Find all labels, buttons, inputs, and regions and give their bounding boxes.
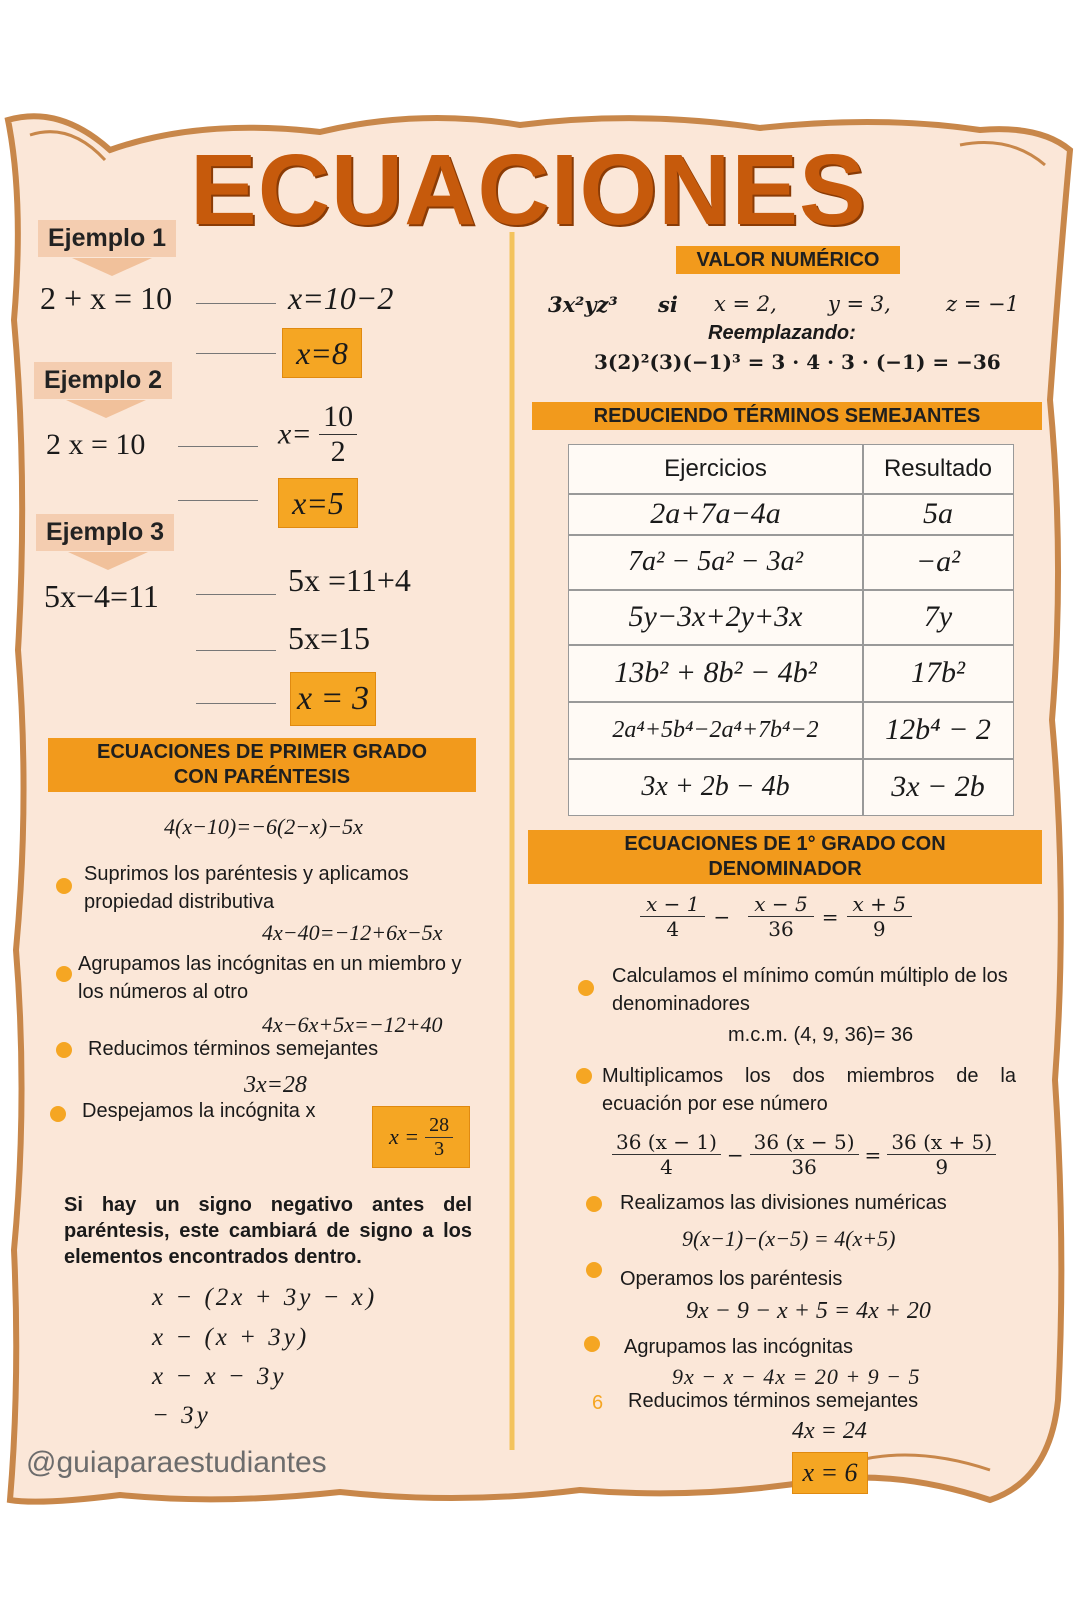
reduciendo-table [568, 444, 1014, 816]
ejemplo3-label: Ejemplo 3 [36, 514, 174, 551]
table-cell-ejercicio: 7a² − 5a² − 3a² [628, 546, 803, 577]
parentesis-step3-text: Reducimos términos semejantes [88, 1038, 379, 1060]
den-step6-number: 6 [592, 1392, 604, 1414]
ejemplo2-equation: 2 x = 10 [46, 428, 146, 461]
parentesis-step3-eq: 3x=28 [244, 1072, 307, 1098]
parentesis-answer [372, 1106, 470, 1168]
denominador-step1-text: Calculamos el mínimo común múltiplo de los denominadores [612, 965, 1008, 1015]
denominador-step4-text: Operamos los paréntesis [620, 1268, 843, 1290]
fraction-3 [847, 892, 912, 941]
ejemplo1-line [196, 303, 276, 304]
table-cell-ejercicio: 3x + 2b − 4b [641, 771, 790, 802]
ejemplo3-equation: 5x−4=11 [44, 578, 159, 614]
reduciendo-header: REDUCIENDO TÉRMINOS SEMEJANTES [532, 402, 1042, 430]
ejemplo3-step1: 5x =11+4 [288, 562, 411, 598]
step2-bullet-icon [56, 966, 72, 982]
fraction-1 [640, 892, 705, 941]
fraction-2-num: x − 5 [748, 892, 813, 917]
valor-si: si [658, 292, 678, 317]
parentesis-answer-lhs: x = [388, 1124, 420, 1149]
parentesis-step2-eq: 4x−6x+5x=−12+40 [262, 1012, 443, 1037]
ejemplo2-step-lhs: x= [278, 417, 312, 451]
table-cell-resultado: 7y [923, 600, 953, 633]
parentesis-answer-numerator: 28 [425, 1114, 453, 1138]
ejemplo2-line2 [178, 500, 258, 501]
denominador-step5-eq: 9x − x − 4x = 20 + 9 − 5 [672, 1364, 921, 1389]
table-cell-ejercicio: 2a⁴+5b⁴−2a⁴+7b⁴−2 [612, 716, 819, 743]
valor-z: z = −1 [946, 292, 1019, 316]
signo-note: Si hay un signo negativo antes del paréntesis, este cambiará de signo a los elementos encontrados dentro. [64, 1194, 472, 1268]
table-cell-resultado: 17b² [911, 656, 965, 689]
ejemplo1-answer: x=8 [282, 328, 362, 378]
denominador-step3-text: Realizamos las divisiones numéricas [620, 1192, 947, 1214]
ejemplo3-answer: x = 3 [290, 672, 376, 726]
denominador-answer: x = 6 [792, 1452, 868, 1494]
valor-header: VALOR NUMÉRICO [676, 246, 900, 274]
fraction-4-den: 4 [660, 1155, 673, 1179]
ejemplo1-arrow [72, 258, 152, 276]
ejemplo3-line [196, 594, 276, 595]
den-step4-bullet-icon [586, 1262, 602, 1278]
parentesis-answer-fraction [425, 1114, 453, 1161]
parentesis-step1-text: Suprimos los paréntesis y aplicamos propiedad distributiva [84, 863, 409, 913]
denominador-step3-eq: 9(x−1)−(x−5) = 4(x+5) [682, 1226, 896, 1251]
valor-y: y = 3, [828, 292, 891, 316]
parentesis-header-line2: CON PARÉNTESIS [173, 766, 351, 788]
ejemplo2-line [178, 446, 258, 447]
table-header-resultado: Resultado [883, 455, 993, 482]
fraction-1-num: x − 1 [640, 892, 705, 917]
table-cell-ejercicio: 13b² + 8b² − 4b² [614, 656, 817, 689]
denominador-equation2 [612, 1130, 996, 1179]
fraction-3-num: x + 5 [847, 892, 912, 917]
parentesis-header [48, 738, 476, 792]
ejemplo3-line3 [196, 703, 276, 704]
denominador-header-line2: DENOMINADOR [708, 858, 862, 880]
valor-x: x = 2, [714, 292, 777, 316]
fraction-5-den: 36 [791, 1155, 817, 1179]
valor-result: 3(2)²(3)(−1)³ = 3 · 4 · 3 · (−1) = −36 [594, 350, 1001, 374]
denominador-header [528, 830, 1042, 884]
fraction-2 [748, 892, 813, 941]
signo-line3: x − x − 3y [152, 1363, 287, 1390]
parentesis-answer-denominator: 3 [434, 1137, 445, 1160]
den-step3-bullet-icon [586, 1196, 602, 1212]
page-title: ECUACIONES [190, 134, 867, 246]
table-cell-resultado: 5a [923, 497, 953, 530]
signo-line1: x − (2x + 3y − x) [152, 1284, 378, 1311]
signo-line4: − 3y [152, 1402, 211, 1429]
table-header-ejercicios: Ejercicios [664, 455, 767, 482]
ejemplo2-arrow [66, 400, 146, 418]
den-step2-bullet-icon [576, 1068, 592, 1084]
minus-sign: − [713, 904, 731, 929]
valor-reemplazando: Reemplazando: [708, 322, 856, 344]
denominador-mcm: m.c.m. (4, 9, 36)= 36 [728, 1024, 914, 1046]
ejemplo2-answer: x=5 [278, 478, 358, 528]
fraction-3-den: 9 [872, 917, 886, 941]
parentesis-equation: 4(x−10)=−6(2−x)−5x [164, 814, 363, 839]
denominador-header-line1: ECUACIONES DE 1° GRADO CON [624, 833, 946, 855]
fraction-4 [612, 1130, 721, 1179]
fraction-6 [887, 1130, 996, 1179]
fraction-4-num: 36 (x − 1) [612, 1130, 721, 1155]
equals-sign: = [821, 904, 839, 929]
fraction-6-den: 9 [935, 1155, 949, 1179]
ejemplo3-arrow [68, 552, 148, 570]
parentesis-step4-text: Despejamos la incógnita x [82, 1100, 316, 1122]
denominador-step6-text: Reducimos términos semejantes [628, 1390, 919, 1412]
parentesis-header-line1: ECUACIONES DE PRIMER GRADO [96, 741, 428, 763]
fraction-5 [750, 1130, 859, 1179]
valor-expr: 3x²yz³ [548, 292, 618, 317]
ejemplo2-step-denominator: 2 [330, 435, 346, 468]
denominador-equation [640, 892, 912, 941]
ejemplo1-equation: 2 + x = 10 [40, 280, 173, 316]
ejemplo2-step [278, 400, 357, 469]
ejemplo1-label: Ejemplo 1 [38, 220, 176, 257]
minus-sign: − [726, 1142, 744, 1167]
table-cell-ejercicio: 2a+7a−4a [650, 497, 781, 530]
denominador-step6-eq: 4x = 24 [792, 1418, 867, 1444]
denominador-step4-eq: 9x − 9 − x + 5 = 4x + 20 [686, 1298, 931, 1324]
table-cell-resultado: 12b⁴ − 2 [885, 713, 991, 746]
ejemplo3-step2: 5x=15 [288, 620, 371, 656]
fraction-5-num: 36 (x − 5) [750, 1130, 859, 1155]
denominador-step2-text: Multiplicamos los dos miembros de la ecuación por ese número [602, 1065, 1016, 1115]
table-cell-ejercicio: 5y−3x+2y+3x [628, 600, 803, 633]
equals-sign: = [864, 1142, 882, 1167]
ejemplo2-label: Ejemplo 2 [34, 362, 172, 399]
parentesis-step2-text: Agrupamos las incógnitas en un miembro y los números al otro [78, 953, 462, 1003]
den-step1-bullet-icon [578, 980, 594, 996]
ejemplo1-step: x=10−2 [288, 280, 394, 316]
ejemplo1-line2 [196, 353, 276, 354]
watermark-handle: @guiaparaestudiantes [26, 1446, 327, 1479]
den-step5-bullet-icon [584, 1336, 600, 1352]
signo-line2: x − (x + 3y) [152, 1324, 310, 1351]
step3-bullet-icon [56, 1042, 72, 1058]
fraction-2-den: 36 [768, 917, 794, 941]
denominador-step5-text: Agrupamos las incógnitas [624, 1336, 854, 1358]
table-cell-resultado: 3x − 2b [891, 770, 985, 803]
fraction-6-num: 36 (x + 5) [887, 1130, 996, 1155]
step4-bullet-icon [50, 1106, 66, 1122]
ejemplo3-line2 [196, 650, 276, 651]
fraction-1-den: 4 [666, 917, 680, 941]
ejemplo2-step-fraction [319, 400, 357, 469]
step1-bullet-icon [56, 878, 72, 894]
ejemplo2-step-numerator: 10 [319, 400, 357, 435]
table-cell-resultado: −a² [915, 545, 961, 578]
parentesis-step1-eq: 4x−40=−12+6x−5x [262, 920, 443, 945]
